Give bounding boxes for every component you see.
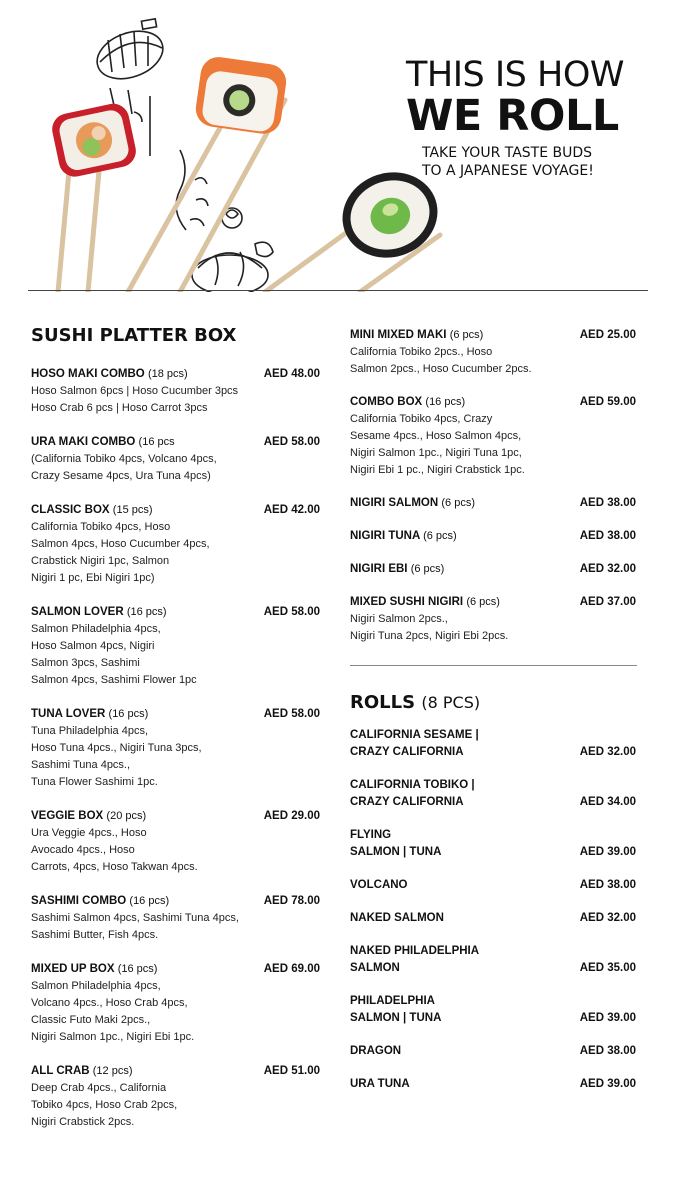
sushi-platter-section	[31, 325, 326, 1148]
item-description: California Tobiko 4pcs, Crazy Sesame 4pcs., Hoso Salmon 4pcs, Nigiri Salmon 1pc., Nigiri Tuna 1pc, Nigiri Ebi 1 pc., Nigiri Crabstick 1pc.	[350, 413, 525, 476]
item-price: AED 51.00	[263, 1065, 320, 1077]
headline-line-1: THIS IS HOW	[406, 55, 625, 95]
roll-name: CALIFORNIA TOBIKO | CRAZY CALIFORNIA	[350, 779, 475, 808]
roll-price: AED 34.00	[579, 796, 636, 808]
item-price: AED 25.00	[579, 329, 636, 341]
roll-name: URA TUNA	[350, 1078, 410, 1090]
item-quantity: (15 pcs)	[112, 504, 153, 516]
divider-top	[28, 290, 648, 291]
item-price: AED 59.00	[579, 396, 636, 408]
roll-name: VOLCANO	[350, 879, 408, 891]
item-quantity: (6 pcs)	[466, 596, 500, 608]
roll-item	[350, 910, 640, 927]
roll-price: AED 39.00	[579, 846, 636, 858]
section-title: SUSHI PLATTER BOX	[31, 325, 237, 346]
roll-item	[350, 943, 640, 977]
item-quantity: (16 pcs	[138, 436, 175, 448]
california-tobiko-roll	[49, 101, 139, 180]
roll-price: AED 39.00	[579, 1078, 636, 1090]
item-price: AED 58.00	[263, 708, 320, 720]
menu-item	[350, 495, 640, 512]
menu-item	[31, 434, 326, 485]
menu-item	[350, 394, 640, 479]
right-item-list	[350, 327, 640, 645]
item-name: MIXED UP BOX	[31, 963, 115, 975]
item-name: TUNA LOVER	[31, 708, 106, 720]
menu-item	[31, 961, 326, 1046]
menu-item	[31, 1063, 326, 1131]
rolls-title	[350, 692, 640, 713]
item-quantity: (6 pcs)	[423, 530, 457, 542]
roll-item	[350, 877, 640, 894]
item-description: Deep Crab 4pcs., California Tobiko 4pcs, Hoso Crab 2pcs, Nigiri Crabstick 2pcs.	[31, 1082, 178, 1128]
item-description: California Tobiko 2pcs., Hoso Salmon 2pcs., Hoso Cucumber 2pcs.	[350, 346, 532, 375]
item-price: AED 78.00	[263, 895, 320, 907]
item-name: SASHIMI COMBO	[31, 895, 127, 907]
item-name: NIGIRI SALMON	[350, 497, 439, 509]
item-description: Nigiri Salmon 2pcs., Nigiri Tuna 2pcs, Nigiri Ebi 2pcs.	[350, 613, 509, 642]
item-quantity: (12 pcs)	[92, 1065, 133, 1077]
roll-item	[350, 993, 640, 1027]
item-quantity: (6 pcs)	[410, 563, 445, 575]
item-description: Hoso Salmon 6pcs | Hoso Cucumber 3pcs Hoso Crab 6 pcs | Hoso Carrot 3pcs	[31, 385, 239, 414]
roll-item	[350, 827, 640, 861]
menu-item	[31, 893, 326, 944]
item-price: AED 48.00	[263, 368, 320, 380]
item-price: AED 37.00	[579, 596, 636, 608]
item-name: COMBO BOX	[350, 396, 423, 408]
item-quantity: (18 pcs)	[147, 368, 188, 380]
roll-name: DRAGON	[350, 1045, 402, 1057]
menu-item	[31, 706, 326, 791]
roll-name: FLYING SALMON | TUNA	[350, 829, 442, 858]
hero-banner	[0, 0, 675, 292]
item-price: AED 69.00	[263, 963, 320, 975]
item-price: AED 32.00	[579, 563, 636, 575]
item-description: Salmon Philadelphia 4pcs, Volcano 4pcs., Hoso Crab 4pcs, Classic Futo Maki 2pcs., Nigiri Salmon 1pc., Nigiri Ebi 1pc.	[31, 980, 195, 1043]
tagline-line-2: TO A JAPANESE VOYAGE!	[422, 163, 594, 179]
roll-name: NAKED SALMON	[350, 912, 444, 924]
roll-price: AED 38.00	[579, 1045, 636, 1057]
item-price: AED 38.00	[579, 497, 636, 509]
item-description: Ura Veggie 4pcs., Hoso Avocado 4pcs., Hoso Carrots, 4pcs, Hoso Takwan 4pcs.	[31, 827, 198, 873]
item-quantity: (16 pcs)	[126, 606, 167, 618]
menu-item	[31, 366, 326, 417]
item-quantity: (20 pcs)	[106, 810, 147, 822]
roll-item	[350, 1043, 640, 1060]
item-price: AED 38.00	[579, 530, 636, 542]
menu-item	[31, 604, 326, 689]
menu-item	[350, 528, 640, 545]
menu-item	[31, 502, 326, 587]
roll-price: AED 35.00	[579, 962, 636, 974]
roll-price: AED 39.00	[579, 1012, 636, 1024]
item-name: CLASSIC BOX	[31, 504, 110, 516]
menu-item	[350, 594, 640, 645]
item-name: SALMON LOVER	[31, 606, 124, 618]
divider-mid	[350, 665, 637, 666]
item-quantity: (16 pcs)	[425, 396, 466, 408]
rolls-list	[350, 727, 640, 1093]
tagline	[422, 144, 656, 180]
right-column	[350, 327, 640, 1109]
item-price: AED 42.00	[263, 504, 320, 516]
roll-name: NAKED PHILADELPHIA SALMON	[350, 945, 480, 974]
item-name: ALL CRAB	[31, 1065, 90, 1077]
rolls-title-text: ROLLS	[350, 692, 416, 713]
item-name: NIGIRI EBI	[350, 563, 408, 575]
roll-price: AED 38.00	[579, 879, 636, 891]
item-name: URA MAKI COMBO	[31, 436, 136, 448]
item-name: VEGGIE BOX	[31, 810, 104, 822]
item-name: HOSO MAKI COMBO	[31, 368, 145, 380]
roll-name: CALIFORNIA SESAME | CRAZY CALIFORNIA	[350, 729, 479, 758]
item-description: Tuna Philadelphia 4pcs, Hoso Tuna 4pcs., Nigiri Tuna 3pcs, Sashimi Tuna 4pcs., Tuna Flower Sashimi 1pc.	[31, 725, 202, 788]
item-price: AED 58.00	[263, 606, 320, 618]
item-price: AED 58.00	[263, 436, 320, 448]
item-quantity: (6 pcs)	[441, 497, 475, 509]
item-quantity: (16 pcs)	[108, 708, 149, 720]
menu-item	[350, 327, 640, 378]
roll-name: PHILADELPHIA SALMON | TUNA	[350, 995, 442, 1024]
headline-line-2: WE ROLL	[406, 91, 619, 141]
item-description: Sashimi Salmon 4pcs, Sashimi Tuna 4pcs, Sashimi Butter, Fish 4pcs.	[31, 912, 239, 941]
roll-item	[350, 1076, 640, 1093]
item-description: Salmon Philadelphia 4pcs, Hoso Salmon 4pcs, Nigiri Salmon 3pcs, Sashimi Salmon 4pcs, Sashimi Flower 1pc	[31, 623, 197, 686]
tagline-line-1: TAKE YOUR TASTE BUDS	[422, 145, 593, 161]
item-name: NIGIRI TUNA	[350, 530, 420, 542]
salmon-roll	[194, 55, 289, 136]
menu-item	[31, 808, 326, 876]
item-name: MIXED SUSHI NIGIRI	[350, 596, 464, 608]
item-quantity: (16 pcs)	[117, 963, 158, 975]
item-quantity: (16 pcs)	[129, 895, 170, 907]
menu-item	[350, 561, 640, 578]
item-price: AED 29.00	[263, 810, 320, 822]
item-name: MINI MIXED MAKI	[350, 329, 447, 341]
item-description: (California Tobiko 4pcs, Volcano 4pcs, Crazy Sesame 4pcs, Ura Tuna 4pcs)	[31, 453, 217, 482]
headline-block	[406, 56, 656, 180]
platter-list	[31, 366, 326, 1131]
roll-price: AED 32.00	[579, 746, 636, 758]
roll-item	[350, 727, 640, 761]
roll-item	[350, 777, 640, 811]
roll-price: AED 32.00	[579, 912, 636, 924]
item-quantity: (6 pcs)	[449, 329, 484, 341]
rolls-title-pcs: (8 PCS)	[421, 693, 481, 712]
item-description: California Tobiko 4pcs, Hoso Salmon 4pcs, Hoso Cucumber 4pcs, Crabstick Nigiri 1pc, Salmon Nigiri 1 pc, Ebi Nigiri 1pc)	[31, 521, 210, 584]
